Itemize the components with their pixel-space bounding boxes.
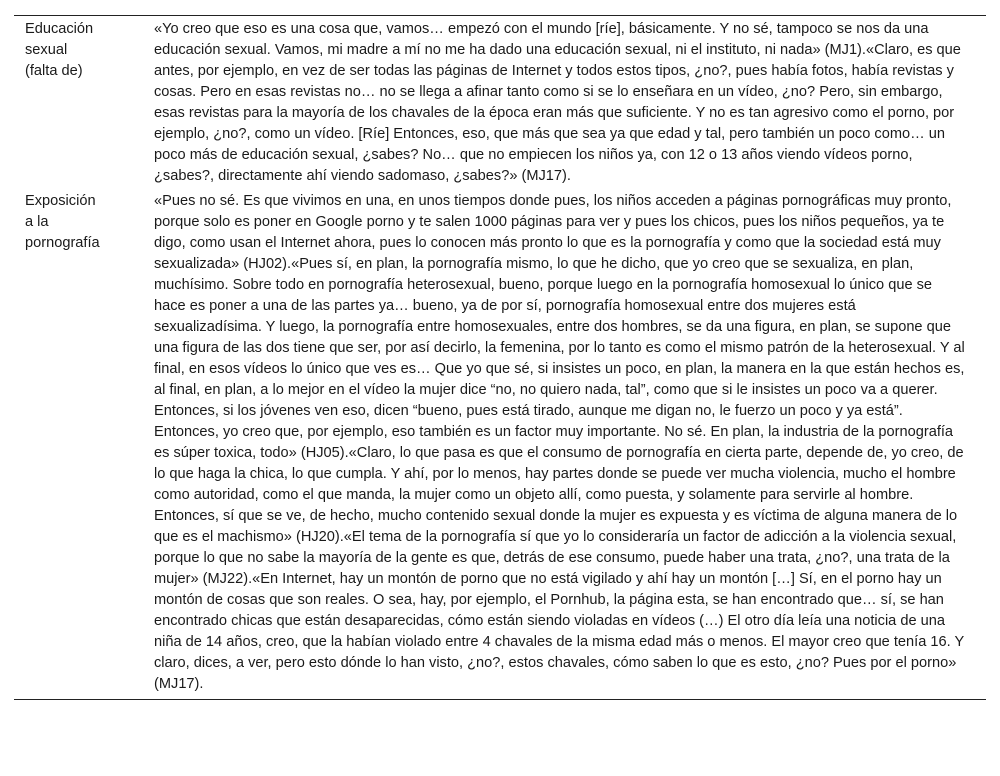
category-label-line: Exposición: [25, 193, 96, 209]
quote-cell: «Pues no sé. Es que vivimos en una, en unos tiempos donde pues, los niños acceden a páginas pornográficas muy pronto, porque solo es poner en Google porno y te salen 1000 páginas para ver y pues los chicos, pues los niños pequeños, ya te digo, como usan el Internet ahora, pues lo conocen más pronto lo que es la pornografía y como que la sociedad está muy sexualizada» (HJ02).«Pues sí, en plan, la pornografía mismo, lo que he dicho, que yo creo que se sexualiza, en plan, muchísimo. Sobre todo en pornografía heterosexual, bueno, porque luego en la pornografía homosexual lo único que se hace es poner a una de las partes ya… bueno, ya de por sí, pornografía homosexual entre dos mujeres está sexualizadísima. Y luego, la pornografía entre homosexuales, entre dos hombres, se da una figura, en plan, se supone que una figura de las dos tiene que ser, por así decirlo, la femenina, por lo tanto es como el mismo patrón de la heterosexual. Y al final, en esos vídeos lo único que ves es… Que yo que sé, si insistes un poco, en plan, la manera en la que están hechos es, al final, en plan, a lo mejor en el vídeo la mujer dice “no, no quiero nada, tal”, como que si le insistes un poco va a querer. Entonces, si los jóvenes ven eso, dicen “bueno, pues está tirado, aunque me digan no, le fuerzo un poco y ya está”. Entonces, yo creo que, por ejemplo, eso también es un factor muy importante. No sé. En plan, la industria de la pornografía es súper toxica, todo» (HJ05).«Claro, lo que pasa es que el consumo de pornografía en cierta parte, depende de, yo creo, de lo que haga la chica, lo que cumpla. Y ahí, por lo menos, hay partes donde se puede ver mucha violencia, mucho el hombre como autoridad, como el que manda, la mujer como un objeto allí, como puesta, y solamente para servirle al hombre. Entonces, sí que se ve, de hecho, mucho contenido sexual donde la mujer es expuesta y es víctima de alguna manera de lo que es el machismo» (HJ20).«El tema de la pornografía sí que yo lo consideraría un factor de adicción a la violencia sexual, porque lo que no sabe la mayoría de la gente es que, detrás de ese consumo, puede haber una trata, ¿no?, una trata de la mujer» (MJ22).«En Internet, hay un montón de porno que no está vigilado y ahí hay un montón […] Sí, en el porno hay un montón de cosas que son reales. O sea, hay, por ejemplo, el Pornhub, la página esta, se han encontrado que… sí, se han encontrado chicas que están desaparecidas, cómo están siendo violadas en vídeos (…) El otro día leía una noticia de una niña de 14 años, creo, que la habían violado entre 4 chavales de la misma edad más o menos. El mayor creo que tenía 16. Y claro, dices, a ver, pero esto dónde lo han visto, ¿no?, estos chavales, cómo saben lo que es esto, ¿no? Pues por el porno» (MJ17).: [154, 193, 965, 692]
category-label-line: sexual: [25, 42, 68, 58]
category-label-line: Educación: [25, 21, 94, 37]
table-row: [14, 189, 986, 700]
quote-cell: «Yo creo que eso es una cosa que, vamos… empezó con el mundo [ríe], básicamente. Y no sé, tampoco se nos da una educación sexual. Vamos, mi madre a mí no me ha dado una educación sexual, ni el instituto, ni nada» (MJ1).«Claro, es que antes, por ejemplo, en vez de ser todas las páginas de Internet y todos estos tipos, ¿no?, pues había fotos, había revistas y cosas. Pero en esas revistas no… no se llega a afinar tanto como si se lo enseñara en un vídeo, ¿no? Pero, sin embargo, esas revistas para la mayoría de los chavales de la época eran más que suficiente. Y no es tan agresivo como el porno, por ejemplo, ¿no?, como un vídeo. [Ríe] Entonces, eso, que más que sea ya que edad y tal, pero también un poco como… un poco más de educación sexual, ¿sabes? No… que no empiecen los niños ya, con 12 o 13 años viendo vídeos porno, ¿sabes?, directamente ahí viendo sadomaso, ¿sabes?» (MJ17).: [154, 21, 961, 184]
category-label-line: pornografía: [25, 235, 100, 251]
category-label-line: a la: [25, 214, 49, 230]
quotes-table: [14, 15, 986, 700]
category-label-line: (falta de): [25, 63, 83, 79]
quotes-table-container: [14, 15, 986, 700]
category-cell: [14, 16, 151, 190]
category-cell: [14, 189, 151, 700]
table-row: [14, 16, 986, 190]
